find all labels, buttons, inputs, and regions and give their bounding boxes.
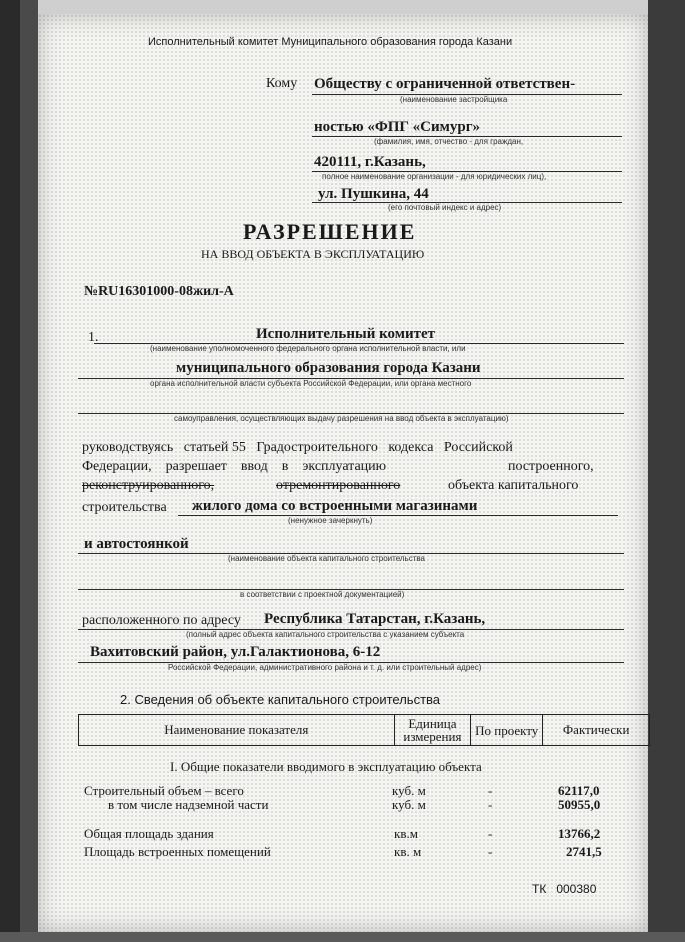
form-serial-number: ТК 000380 (532, 882, 597, 896)
basis-line-1: руководствуясь статьей 55 Градостроительного кодекса Российской (82, 440, 513, 455)
indicators-table (78, 714, 650, 746)
column-header-unit: Единица измерения (394, 715, 470, 746)
scan-border-bottom (0, 932, 685, 942)
authority-line-1: Исполнительный комитет (256, 326, 436, 342)
scan-border-left-dark (0, 0, 20, 942)
row-unit-above-ground: куб. м (392, 797, 426, 812)
recipient-label: Кому (266, 76, 298, 91)
table-header-row (79, 715, 650, 746)
basis-line-2: Федерации, разрешает ввод в эксплуатацию (82, 459, 387, 474)
recipient-caption-3: полное наименование организации - для юридических лиц), (322, 172, 547, 181)
column-header-plan: По проекту (471, 715, 543, 746)
issuer-header: Исполнительный комитет Муниципального образования города Казани (148, 36, 513, 48)
row-plan-above-ground: - (488, 797, 493, 812)
recipient-line-3: 420111, г.Казань, (314, 154, 426, 170)
authority-caption-3: самоуправления, осуществляющих выдачу разрешения на ввод объекта в эксплуатацию) (174, 414, 509, 423)
section-1-index: 1. (88, 330, 99, 345)
document-page (38, 14, 648, 932)
row-plan-total-area: - (488, 826, 493, 841)
address-caption-2: Российской Федерации, административного района и т. д. или строительный адрес) (168, 663, 482, 672)
row-name-total-area: Общая площадь здания (84, 826, 214, 841)
section-2-title: 2. Сведения об объекте капитального строительства (120, 692, 441, 707)
address-label: расположенного по адресу (82, 613, 241, 628)
row-actual-total-area: 13766,2 (558, 826, 601, 841)
basis-repaired-option: отремонтированного (276, 478, 401, 493)
row-unit-total-area: кв.м (394, 826, 418, 841)
row-actual-volume: 62117,0 (558, 783, 600, 798)
basis-reconstructed-option: реконструированного, (82, 478, 215, 493)
basis-caption-object: (наименование объекта капитального строительства (228, 554, 425, 563)
basis-line-3-end: объекта капитального (448, 478, 579, 493)
column-header-actual: Фактически (543, 715, 650, 746)
address-caption-1: (полный адрес объекта капитального строительства с указанием субъекта (186, 630, 465, 639)
row-unit-volume: куб. м (392, 783, 426, 798)
address-line-1: Республика Татарстан, г.Казань, (264, 611, 486, 627)
row-actual-built-in-area: 2741,5 (566, 844, 602, 859)
row-name-built-in-area: Площадь встроенных помещений (84, 844, 271, 859)
object-name-continued: и автостоянкой (84, 536, 189, 552)
recipient-caption-1: (наименование застройщика (400, 95, 508, 104)
scan-border-right (648, 0, 685, 942)
recipient-caption-4: (его почтовый индекс и адрес) (388, 203, 502, 212)
authority-caption-1: (наименование уполномоченного федерального органа исполнительной власти, или (150, 344, 466, 353)
row-plan-built-in-area: - (488, 844, 493, 859)
object-name: жилого дома со встроенными магазинами (192, 498, 478, 514)
row-unit-built-in-area: кв. м (394, 844, 422, 859)
authority-line-2: муниципального образования города Казани (176, 360, 481, 376)
row-name-above-ground: в том числе надземной части (108, 797, 269, 812)
recipient-line-4: ул. Пушкина, 44 (318, 186, 429, 202)
address-line-2: Вахитовский район, ул.Галактионова, 6-12 (90, 644, 381, 660)
row-name-volume: Строительный объем – всего (84, 783, 244, 798)
table-group-heading: I. Общие показатели вводимого в эксплуатацию объекта (170, 759, 482, 774)
basis-line-4-start: строительства (82, 500, 167, 515)
recipient-line-1: Обществу с ограниченной ответствен- (314, 76, 576, 92)
basis-built-option: построенного, (508, 459, 594, 474)
authority-caption-2: органа исполнительной власти субъекта Российской Федерации, или органа местного (150, 379, 472, 388)
document-subtitle: НА ВВОД ОБЪЕКТА В ЭКСПЛУАТАЦИЮ (201, 247, 425, 261)
permit-number: №RU16301000-08жил-А (84, 284, 234, 299)
recipient-line-2: ностью «ФПГ «Симург» (314, 119, 481, 135)
document-title: РАЗРЕШЕНИЕ (243, 219, 417, 244)
basis-caption-strike-note: (ненужное зачеркнуть) (288, 516, 373, 525)
recipient-caption-2: (фамилия, имя, отчество - для граждан, (374, 137, 524, 146)
row-actual-above-ground: 50955,0 (558, 797, 601, 812)
column-header-name: Наименование показателя (79, 715, 395, 746)
object-underline (178, 515, 618, 516)
row-plan-volume: - (488, 783, 493, 798)
basis-caption-project: в соответствии с проектной документацией) (240, 590, 405, 599)
